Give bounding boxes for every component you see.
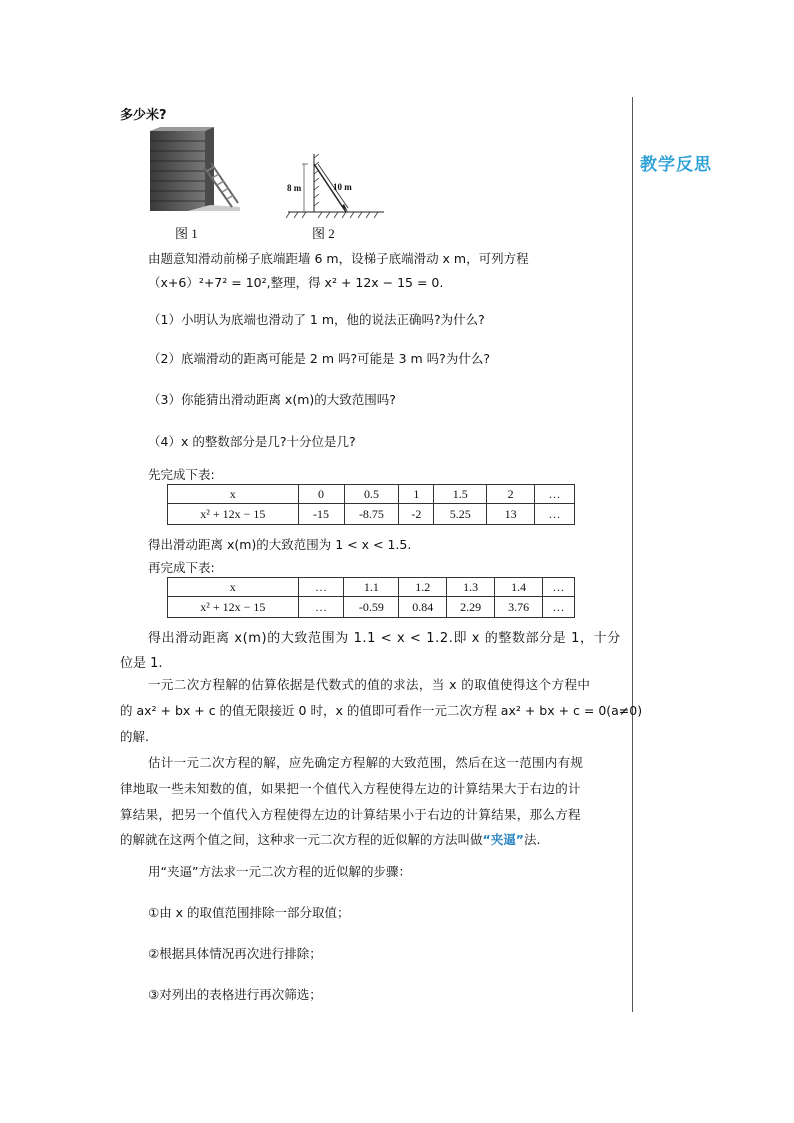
figure-1-caption: 图 1	[175, 226, 198, 241]
table-2-row-value	[168, 597, 575, 618]
figure-1-wall-illustration	[148, 127, 240, 213]
table-cell: …	[535, 485, 575, 504]
table-cell: 13	[487, 504, 535, 525]
table-cell: -0.59	[344, 597, 399, 618]
step-3: ③对列出的表格进行再次筛选；	[148, 987, 322, 1002]
question-2: （2）底端滑动的距离可能是 2 m 吗?可能是 3 m 吗?为什么?	[148, 351, 490, 366]
figure-2-ladder-label: 10 m	[333, 182, 352, 192]
table-cell: 0.5	[344, 485, 399, 504]
figure-2-height-label: 8 m	[287, 183, 302, 193]
table-cell: 1.5	[434, 485, 487, 504]
step-2: ②根据具体情况再次进行排除；	[148, 946, 322, 961]
table-cell: …	[298, 597, 344, 618]
table-cell: 1.2	[399, 578, 447, 597]
table-cell: …	[543, 597, 575, 618]
table-cell: …	[535, 504, 575, 525]
paragraph-2-line-3: 算结果，把另一个值代入方程使得左边的计算结果小于右边的计算结果，那么方程	[120, 807, 581, 822]
table-cell: 0	[298, 485, 344, 504]
table-cell: 1.1	[344, 578, 399, 597]
table-cell: 1.4	[495, 578, 543, 597]
table-1-row-value	[168, 504, 575, 525]
table-cell: 3.76	[495, 597, 543, 618]
table-cell: x² + 12x − 15	[168, 504, 299, 525]
heading: 多少米?	[120, 108, 167, 123]
table-cell: -15	[298, 504, 344, 525]
paragraph-1-line-1: 一元二次方程解的估算依据是代数式的值的求法，当 x 的取值使得这个方程中	[148, 677, 591, 692]
paragraph-2-line-2: 律地取一些未知数的值，如果把一个值代入方程使得左边的计算结果大于右边的计	[120, 781, 581, 796]
step-1: ①由 x 的取值范围排除一部分取值；	[148, 905, 350, 920]
paragraph-2-text: 的解就在这两个值之间，这种求一元二次方程的近似解的方法叫做	[120, 832, 483, 847]
table-1-row-x	[168, 485, 575, 504]
paragraph-2-suffix: 法.	[523, 832, 541, 847]
intro-line-1: 由题意知滑动前梯子底端距墙 6 m，设梯子底端滑动 x m，可列方程	[148, 251, 529, 266]
table-cell: 2.29	[447, 597, 495, 618]
table-cell: x	[168, 578, 299, 597]
table-2-row-x	[168, 578, 575, 597]
table-cell: 1.3	[447, 578, 495, 597]
table-cell: x² + 12x − 15	[168, 597, 299, 618]
side-title: 教学反思	[640, 155, 712, 175]
table-1-title: 先完成下表:	[148, 467, 215, 482]
result-2-line-1: 得出滑动距离 x(m)的大致范围为 1.1 < x < 1.2.即 x 的整数部分是 1，十分	[148, 631, 621, 646]
table-2	[167, 577, 575, 618]
table-2-title: 再完成下表:	[148, 560, 215, 575]
paragraph-2-line-4	[120, 830, 540, 848]
table-cell: 5.25	[434, 504, 487, 525]
paragraph-2-line-1: 估计一元二次方程的解，应先确定方程解的大致范围，然后在这一范围内有规	[148, 755, 584, 770]
table-cell: 0.84	[399, 597, 447, 618]
table-cell: x	[168, 485, 299, 504]
question-1: （1）小明认为底端也滑动了 1 m，他的说法正确吗?为什么?	[148, 312, 485, 327]
paragraph-1-line-3: 的解.	[120, 729, 149, 744]
table-cell: 1	[399, 485, 434, 504]
figure-2-caption: 图 2	[312, 226, 335, 241]
table-cell: -8.75	[344, 504, 399, 525]
table-cell: 2	[487, 485, 535, 504]
paragraph-1-line-2: 的 ax² + bx + c 的值无限接近 0 时，x 的值即可看作一元二次方程 ax² + bx + c = 0(a≠0)	[120, 703, 643, 718]
steps-intro: 用“夹逼”方法求一元二次方程的近似解的步骤：	[148, 864, 411, 879]
question-3: （3）你能猜出滑动距离 x(m)的大致范围吗?	[148, 392, 396, 407]
column-divider	[632, 97, 633, 1012]
table-cell: -2	[399, 504, 434, 525]
table-cell: …	[543, 578, 575, 597]
highlight-term: “夹逼”	[482, 832, 524, 847]
table-cell: …	[298, 578, 344, 597]
intro-line-2: （x+6）²+7² = 10²,整理，得 x² + 12x − 15 = 0.	[148, 275, 444, 290]
result-1: 得出滑动距离 x(m)的大致范围为 1 < x < 1.5.	[148, 537, 412, 552]
result-2-line-2: 位是 1.	[120, 656, 163, 671]
table-1	[167, 484, 575, 525]
question-4: （4）x 的整数部分是几?十分位是几?	[148, 434, 356, 449]
